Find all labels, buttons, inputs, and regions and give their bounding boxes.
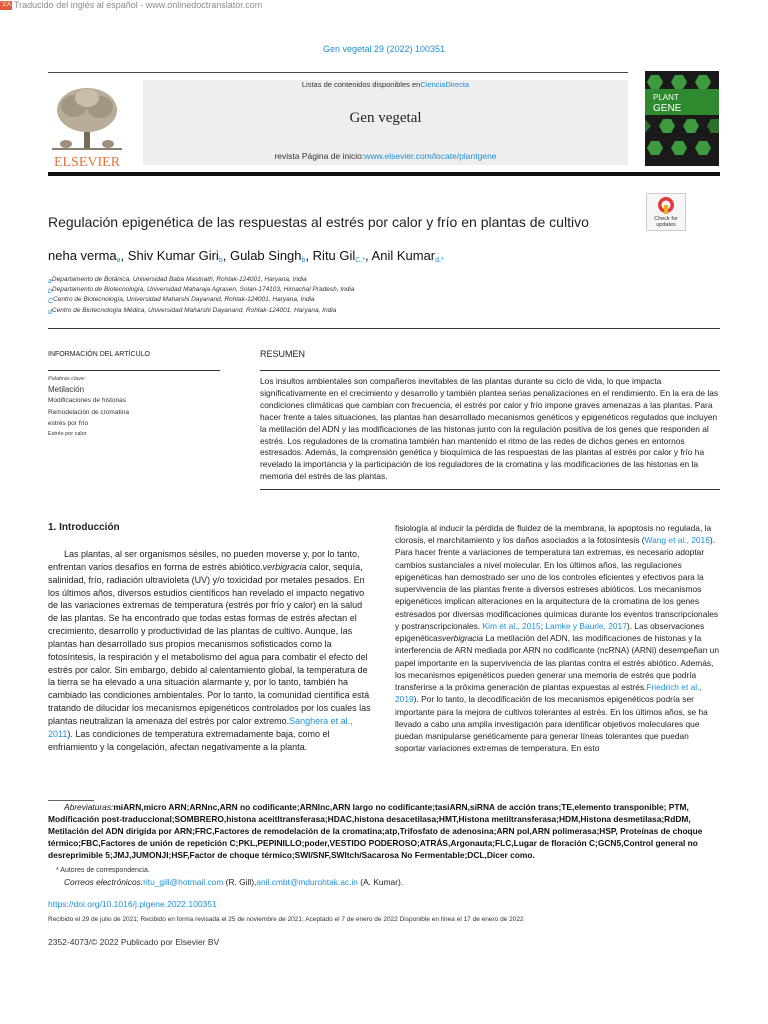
elsevier-tree-icon <box>48 80 126 170</box>
cover-title-1: PLANT <box>653 93 679 102</box>
author-name[interactable]: Ritu Gil <box>312 248 356 263</box>
body-text: ). Las observaciones epigenéticas <box>395 620 705 644</box>
emails-label: Correos electrónicos: <box>64 877 144 887</box>
homepage-link[interactable]: www.elsevier.com/locate/plantgene <box>364 151 497 161</box>
affiliation-text: Departamento de Biotecnología, Universidad Maharaja Agrasen, Solan-174103, Himachal Pradesh, India <box>51 286 355 293</box>
journal-cover[interactable] <box>645 71 719 166</box>
email-owner: (R. Gill), <box>223 877 257 887</box>
body-italic: verbigracia <box>442 633 483 644</box>
article-info-heading: INFORMACIÓN DEL ARTÍCULO <box>48 351 150 358</box>
affiliation <box>48 276 307 283</box>
homepage-line <box>143 151 628 161</box>
affiliation-mark: C <box>48 298 54 305</box>
author-affiliation-mark[interactable]: C,* <box>355 257 366 264</box>
citation-link[interactable]: Sanghera et al., 2011 <box>48 715 353 739</box>
citation-link[interactable]: Wang et al., 2016 <box>644 535 710 546</box>
email-owner: (A. Kumar). <box>357 877 404 887</box>
body-paragraph <box>48 548 373 754</box>
abstract-rule <box>260 370 720 371</box>
body-text: ). Por lo tanto, la decodificación de los mecanismos epigenéticos podría ser importante para la mejora de cultivos tolerantes al estrés. En los últimos años, se ha llevado a cabo una amplia investigación para identificar objetivos moleculares que puedan manipularse genéticamente para generar líneas tolerantes que puedan soportar variaciones extremas de temperatura. En esto <box>395 694 708 754</box>
author-name[interactable]: neha verma <box>48 248 117 263</box>
cover-hexagon-pattern-icon <box>645 71 719 166</box>
affiliation-text: Departamento de Botánica, Universidad Baba Mastnath, Rohtak-124001, Haryana, India <box>51 276 307 283</box>
doi-link[interactable]: https://doi.org/10.1016/j.plgene.2022.100351 <box>48 899 217 909</box>
translator-banner[interactable] <box>0 0 262 11</box>
keyword[interactable]: estrés por frío <box>48 420 89 427</box>
sciencedirect-link[interactable]: CienciaDirecta <box>420 80 470 89</box>
contents-line <box>143 80 628 89</box>
citation-link[interactable]: Friedrich et al., 2019 <box>395 682 702 705</box>
author-affiliation-mark[interactable]: d,* <box>435 257 444 264</box>
article-info-rule <box>48 370 220 371</box>
abstract-bottom-rule <box>260 489 720 490</box>
check-for-updates-button[interactable] <box>646 193 686 231</box>
crossmark-label-line-2: updates <box>656 222 676 228</box>
body-text: fisiología al inducir la pérdida de fluidez de la membrana, la apoptosis no regulada, la clorosis, el marchitamiento y los daños asociados a la fotosíntesis ( <box>395 523 712 546</box>
affiliation <box>48 286 354 293</box>
keyword[interactable]: Remodelación de cromatina <box>48 409 129 416</box>
section-rule <box>48 328 720 329</box>
body-text: ; <box>540 620 546 631</box>
paper-title: Regulación epigenética de las respuestas al estrés por calor y frío en plantas de cultivo <box>48 214 589 230</box>
header-bottom-rule <box>48 172 720 176</box>
author-list: neha verma$_a$, Shiv Kumar Giri$_b$, Gulab Singh$_b$, Ritu Gil$_{C,*}$, Anil Kumar$_{d,*}$ <box>48 248 444 264</box>
author-affiliation-mark[interactable]: b <box>218 257 223 264</box>
issn-copyright: 2352-4073/© 2022 Publicado por Elsevier BV <box>48 937 220 947</box>
translate-icon: 文A <box>0 2 11 8</box>
keyword[interactable]: Modificaciones de histonas <box>48 397 127 404</box>
author-name[interactable]: Anil Kumar <box>371 248 436 263</box>
affiliation <box>48 296 315 303</box>
abbreviations-footnote <box>48 802 720 862</box>
body-text: La metilación del ADN, las modificaciones de histonas y la interferencia de ARN mediada por ARN no codificante (ncRNA) (ARNi) desempeñan un papel importante en la supervivencia de las plantas contra el estrés abiótico. Además, los mecanismos epigenéticos pueden generar una memoria de estrés que podría transferirse a la próxima generación de plantas expuestas al estrés. <box>395 633 719 693</box>
affiliation-text: Centro de Biotecnología, Universidad Maharshi Dayanand, Rohtak-124001, Haryana, India <box>53 296 315 303</box>
email-link[interactable]: ritu_gill@hotmail.com <box>143 877 224 887</box>
body-text: Las plantas, al ser organismos sésiles, no pueden moverse y, por lo tanto, enfrentan varios desafíos en forma de estrés abiótico. <box>48 549 360 572</box>
homepage-prefix: revista Página de inicio: <box>274 151 365 161</box>
section-heading: 1. Introducción <box>48 522 120 533</box>
citation-link[interactable]: Kim et al., 2015 <box>482 620 541 631</box>
footnote-rule <box>48 800 94 801</box>
body-text: ). Las condiciones de temperatura extremadamente baja, como el enfriamiento y la congelación, afectan negativamente a la planta. <box>48 728 330 752</box>
keywords-label: Palabras clave: <box>48 376 86 382</box>
contents-prefix: Listas de contenidos disponibles en <box>301 80 421 89</box>
elsevier-logo <box>48 80 126 170</box>
body-italic: verbigracia <box>262 561 307 572</box>
journal-header <box>143 80 628 165</box>
body-column-right <box>395 522 720 754</box>
body-column-left <box>48 548 373 754</box>
abstract-heading: RESUMEN <box>260 349 306 359</box>
abstract-text: Los insultos ambientales son compañeros inevitables de las plantas durante su ciclo de vida, lo que impacta significativamente en el crecimiento y desarrollo y también plantea serias penalizaciones en el rendimiento. En la era de las condiciones climáticas que cambian con frecuencia, el estrés por calor y frío impone graves amenazas a las plantas. Para hacer frente a tales situaciones, las plantas han desarrollado mecanismos genéticos y epigenéticos regulados que incluyen la metilación del ADN y las modificaciones de las histonas junto con la regulación positiva de los genes que responden al estrés. Los reguladores de la cromatina también han mantenido el ritmo de las redes de dichos genes en entornos estresados. Además, la comprensión genética y bioquímica de las respuestas de las plantas al estrés por calor y frío ha revelado la importancia y la participación de los reguladores de la cromatina y las modificaciones de las histonas en la memoria del estrés de las plantas. <box>260 376 719 482</box>
keyword[interactable]: Estrés por calor <box>48 431 87 437</box>
body-text: calor, sequía, salinidad, frío, radiación ultravioleta (UV) y/o toxicidad por metales pesados. En los últimos años, diversos estudios científicos han revelado el impacto negativo de las variaciones extremas de temperatura (estrés por frío y calor) en la salud de las plantas. Se ha encontrado que todas estas formas de estrés afectan el crecimiento, desarrollo y productividad de las plantas de cultivo. Aunque, las plantas han desarrollado sus propios mecanismos sofisticados como la fotosíntesis, la respiración y el metabolismo del agua para combatir el efecto del estrés por calor. Sin embargo, debido al calentamiento global, la temperatura de la tierra se ha elevado a una situación alarmante y, por lo tanto, también ha cambiado las condiciones ambientales. Por lo tanto, la comunidad científica está tratando de dilucidar los mecanismos epigenéticos controlados por los cuales las plantas neutralizan la amenaza del estrés por calor extremo. <box>48 561 371 726</box>
affiliation-mark: d <box>48 309 52 316</box>
corresponding-authors-note: * Autores de correspondencia. <box>56 867 150 874</box>
journal-reference[interactable]: Gen vegetal 29 (2022) 100351 <box>322 44 446 54</box>
author-affiliation-mark[interactable]: a <box>116 257 121 264</box>
affiliation-mark: b <box>48 288 52 295</box>
affiliation-text: Centro de Biotecnología Médica, Universidad Maharshi Dayanand, Rohtak-124001, Haryana, India <box>51 307 337 314</box>
received-dates: Recibido el 29 de julio de 2021; Recibido en forma revisada el 25 de noviembre de 2021; Aceptado el 7 de enero de 2022 Disponible en línea el 17 de enero de 2022 <box>48 916 524 923</box>
crossmark-label-line-1: Check for <box>654 216 678 222</box>
translator-banner-text: Traducido del inglés al español - www.onlinedoctranslator.com <box>14 0 263 10</box>
email-line <box>64 877 403 887</box>
crossmark-label <box>647 216 685 228</box>
affiliation <box>48 307 336 314</box>
author-affiliation-mark[interactable]: b <box>301 257 306 264</box>
affiliation-mark: a <box>48 278 52 285</box>
cover-title-2: GENE <box>653 103 682 114</box>
email-link[interactable]: anil.cmbt@mdurohtak.ac.in <box>256 877 358 887</box>
citation-link[interactable]: Lamke y Baurle, 2017 <box>545 620 627 631</box>
author-name[interactable]: Shiv Kumar Giri <box>127 248 219 263</box>
keyword[interactable]: Metilación <box>48 385 85 394</box>
header-top-rule <box>48 72 628 73</box>
journal-title: Gen vegetal <box>349 110 422 126</box>
abbreviations-text: miARN,micro ARN;ARNnc,ARN no codificante;ARNlnc,ARN largo no codificante;tasiARN,siRNA de acción trans;TE,elemento transponible; PTM, Modificación post-traduccional;SOMBRERO,histona aceitltransferasa;HDAC,histona desacetilasa;HMT,Histona metiltransferasa;HDM,Histona desmetilasa;RdDM, Metilación del ADN dirigida por ARN;FRC,Factores de remodelación de la cromatina;atp,Trifosfato de adenosina;ARN pol,ARN polimerasa;HSP, Proteínas de choque térmico;FBC,Factores de unión de repetición C;PKL,PEPINILLO;poder,VESTIDO PODEROSO;ATRÁS,Argonauta;FLC,Lugar de floración C;GCN5,Control general no desreprimible 5;JMJ,JUMONJI;HSF,Factor de choque térmico;SWI/SNF,SWItch/Sacarosa No Fermentable;DCL,Dicer como. <box>48 802 703 860</box>
author-name[interactable]: Gulab Singh <box>229 248 302 263</box>
crossmark-icon <box>647 194 685 216</box>
elsevier-wordmark: ELSEVIER <box>53 155 121 170</box>
abbreviations-label: Abreviaturas: <box>64 802 114 812</box>
body-text: ). Para hacer frente a variaciones de temperatura tan extremas, es necesario adoptar cambios sustanciales a nivel molecular. En los últimos años, las regulaciones epigenéticas han demostrado ser uno de los controles eficientes y efectivos para la supervivencia de las plantas frente a diversos estreses abióticos. Los mecanismos epigenéticos implican alteraciones en la arquitectura de la cromatina de los genes estresados por diversas modificaciones químicas durante los eventos transcripcionales y postranscripcionales. <box>395 535 719 631</box>
